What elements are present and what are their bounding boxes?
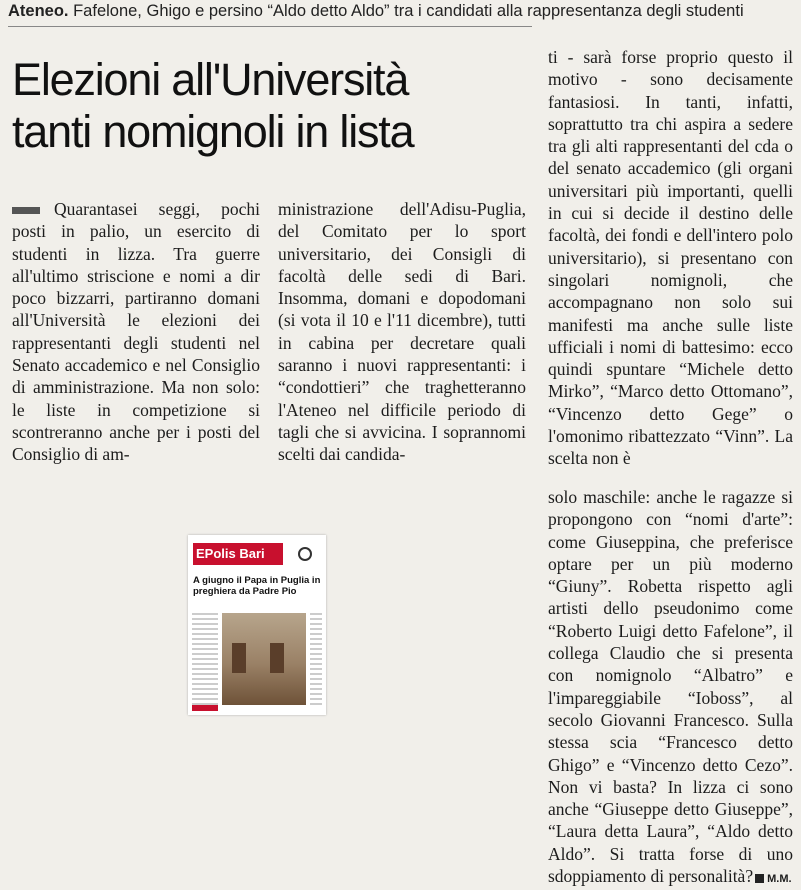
article-column-4	[548, 486, 793, 890]
kicker-text: Fafelone, Ghigo e persino “Aldo detto Aldo” tra i candidati alla rappresentanza degli studenti	[68, 2, 744, 20]
author-signature: M.M.	[767, 873, 792, 886]
article-kicker	[8, 2, 798, 21]
thumbnail-side-column	[192, 613, 218, 705]
kicker-section: Ateneo.	[8, 2, 69, 20]
article-headline	[12, 54, 532, 158]
article-column-3	[548, 46, 793, 470]
masthead-badge-icon	[298, 547, 312, 561]
thumbnail-headline: A giugno il Papa in Puglia in preghiera da Padre Pio	[193, 575, 321, 597]
headline-line-1: Elezioni all'Università	[12, 54, 409, 105]
article-column-2	[278, 198, 526, 466]
column-3-text: ti - sarà forse proprio questo il motivo - sono decisamente fantasiosi. In tanti, infatti, soprattutto tra chi aspira a sedere tra gli alti rappresentanti del cda o del senato accademico (gli organi universitari più importanti, quelli in cui si decide il destino delle facoltà, dei fondi e dell'intero polo universitario), si presentano con singolari nomignoli, che accompagnano non solo sui manifesti ma anche sulle liste ufficiali i nomi di battesimo: ecco quindi spuntare “Michele detto Mirko”, “Marco detto Ottomano”, “Vincenzo detto Gege” o l'omonimo ribattezzato “Vinn”. La scelta non è	[548, 47, 793, 469]
column-4-text: solo maschile: anche le ragazze si propongono con “nomi d'arte”: come Giuseppina, che preferisce optare per un più moderno “Giuny”. Robetta rispetto agli artisti dello pseudonimo come “Roberto Luigi detto Fafelone”, il collega Claudio che si presenta con nomignolo “Albatro” e l'impareggiabile “Ioboss”, al secolo Giovanni Francesco. Sulla stessa scia “Francesco detto Ghigo” e “Vincenzo detto Cezo”. Non vi basta? In lizza ci sono anche “Giuseppe detto Giuseppe”, “Laura detta Laura”, “Aldo detto Aldo”. Si tratta forse di uno sdoppiamento di personalità?	[548, 487, 793, 887]
thumbnail-masthead: EPolis Bari	[193, 543, 283, 565]
article-column-1	[12, 198, 260, 466]
thumbnail-red-strip	[192, 705, 218, 711]
kicker-divider	[8, 26, 532, 27]
newspaper-thumbnail	[188, 535, 326, 715]
thumbnail-photo	[222, 613, 306, 705]
thumbnail-right-column	[310, 613, 322, 705]
column-1-text: Quarantasei seggi, pochi posti in palio, un esercito di studenti in lizza. Tra guerre all'ultimo striscione e nomi a dir poco bizzarri, partiranno domani all'Università le elezioni dei rappresentanti degli studenti nel Senato accademico e nel Consiglio di amministrazione. Ma non solo: le liste in competizione si scontreranno anche per i posti del Consiglio di am-	[12, 199, 260, 465]
headline-line-2: tanti nomignoli in lista	[12, 106, 414, 157]
column-2-text: ministrazione dell'Adisu-Puglia, del Comitato per lo sport universitario, dei Consigli di facoltà delle sedi di Bari. Insomma, domani e dopodomani (si vota il 10 e l'11 dicembre), tutti in cabina per decretare quali saranno i nuovi rappresentanti: i “condottieri” che traghetteranno l'Ateneo nel difficile periodo di tagli che si avvicina. I soprannomi scelti dai candida-	[278, 199, 526, 465]
end-mark-icon	[755, 874, 764, 883]
lead-bullet-icon	[12, 207, 40, 214]
